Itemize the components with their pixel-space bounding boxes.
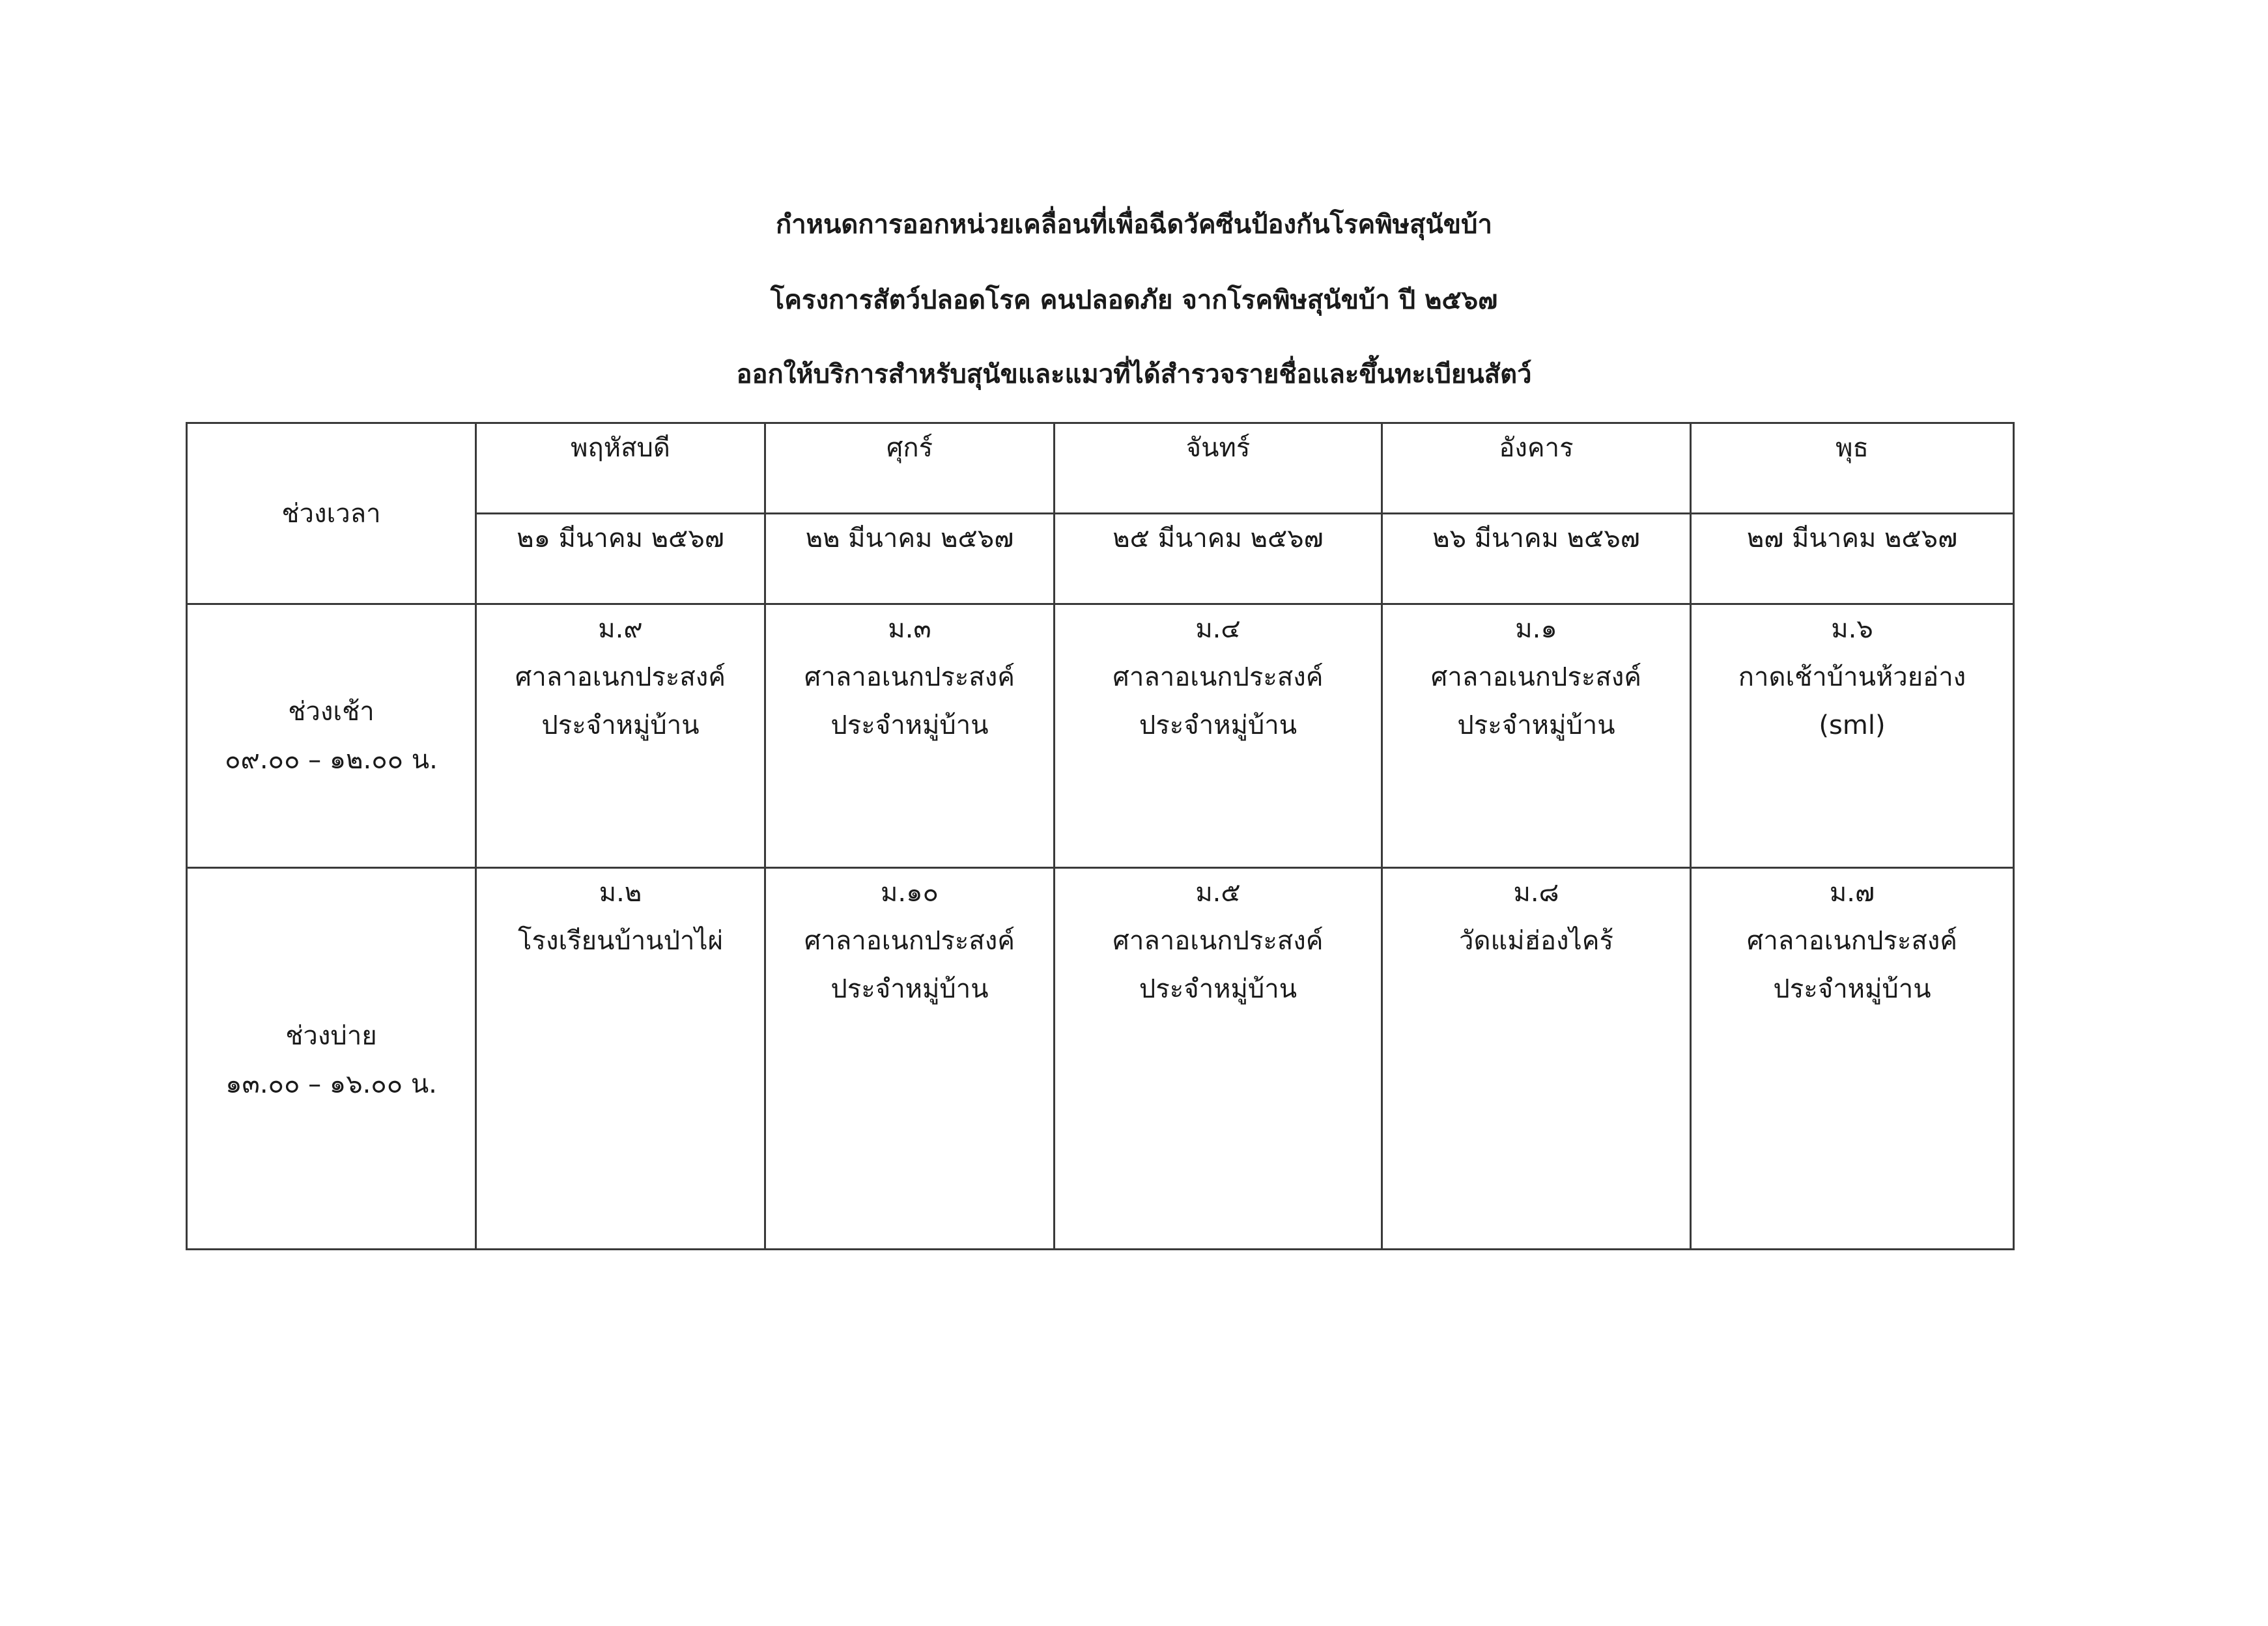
- period-name: ช่วงเช้า: [288, 697, 375, 727]
- date-label: ๒๕ มีนาคม ๒๕๖๗: [1113, 524, 1324, 554]
- afternoon-period-cell: [187, 868, 476, 1250]
- village-number: ม.๑๐: [881, 878, 939, 908]
- vaccination-schedule-table: [186, 422, 2015, 1250]
- day-name: จันทร์: [1185, 433, 1251, 463]
- schedule-cell: [476, 868, 765, 1250]
- day-header-cell: [1055, 423, 1382, 514]
- schedule-cell: [476, 604, 765, 868]
- morning-row: [187, 604, 2014, 868]
- venue-name: โรงเรียนบ้านป่าไผ่: [517, 926, 724, 956]
- venue-name: ศาลาอเนกประสงค์: [1746, 926, 1958, 956]
- date-label: ๒๒ มีนาคม ๒๕๖๗: [805, 524, 1014, 554]
- period-name: ช่วงบ่าย: [285, 1021, 377, 1051]
- period-header-cell: [187, 423, 476, 604]
- schedule-cell: [1055, 868, 1382, 1250]
- afternoon-row: [187, 868, 2014, 1250]
- date-label: ๒๗ มีนาคม ๒๕๖๗: [1746, 524, 1958, 554]
- venue-detail: ประจำหมู่บ้าน: [830, 974, 989, 1004]
- village-number: ม.๖: [1831, 614, 1873, 644]
- schedule-cell: [1055, 604, 1382, 868]
- day-header-cell: [476, 423, 765, 514]
- day-name: อังคาร: [1499, 433, 1574, 463]
- day-name: พุธ: [1836, 433, 1869, 463]
- service-description: ออกให้บริการสำหรับสุนัขและแมวที่ได้สำรวจรายชื่อและขึ้นทะเบียนสัตว์: [736, 359, 1532, 389]
- date-header-cell: [1382, 514, 1691, 604]
- date-label: ๒๑ มีนาคม ๒๕๖๗: [517, 524, 724, 554]
- day-header-row: [187, 423, 2014, 514]
- venue-detail: ประจำหมู่บ้าน: [541, 710, 700, 740]
- schedule-cell: [1382, 868, 1691, 1250]
- venue-detail: ประจำหมู่บ้าน: [830, 710, 989, 740]
- day-header-cell: [1382, 423, 1691, 514]
- day-header-cell: [765, 423, 1055, 514]
- village-number: ม.๔: [1195, 614, 1241, 644]
- village-number: ม.๕: [1195, 878, 1241, 908]
- period-header-label: ช่วงเวลา: [281, 498, 381, 529]
- schedule-cell: [1382, 604, 1691, 868]
- venue-detail: ประจำหมู่บ้าน: [1139, 710, 1297, 740]
- schedule-cell: [765, 868, 1055, 1250]
- venue-name: ศาลาอเนกประสงค์: [1430, 662, 1642, 692]
- venue-name: ศาลาอเนกประสงค์: [515, 662, 726, 692]
- schedule-cell: [1691, 604, 2014, 868]
- day-name: ศุกร์: [886, 433, 933, 463]
- date-header-cell: [1691, 514, 2014, 604]
- venue-name: ศาลาอเนกประสงค์: [1113, 662, 1324, 692]
- schedule-cell: [1691, 868, 2014, 1250]
- document-title: กำหนดการออกหน่วยเคลื่อนที่เพื่อฉีดวัคซีนป้องกันโรคพิษสุนัขบ้า: [776, 210, 1492, 240]
- venue-detail: ประจำหมู่บ้าน: [1457, 710, 1615, 740]
- date-header-cell: [476, 514, 765, 604]
- venue-detail: ประจำหมู่บ้าน: [1773, 974, 1931, 1004]
- date-header-cell: [765, 514, 1055, 604]
- venue-name: ศาลาอเนกประสงค์: [804, 926, 1015, 956]
- venue-name: ศาลาอเนกประสงค์: [804, 662, 1015, 692]
- village-number: ม.๓: [888, 614, 931, 644]
- project-name: โครงการสัตว์ปลอดโรค คนปลอดภัย จากโรคพิษสุนัขบ้า ปี ๒๕๖๗: [770, 285, 1498, 315]
- village-number: ม.๒: [599, 878, 642, 908]
- village-number: ม.๑: [1515, 614, 1557, 644]
- schedule-cell: [765, 604, 1055, 868]
- date-label: ๒๖ มีนาคม ๒๕๖๗: [1432, 524, 1640, 554]
- village-number: ม.๙: [598, 614, 643, 644]
- venue-detail: ประจำหมู่บ้าน: [1139, 974, 1297, 1004]
- day-name: พฤหัสบดี: [571, 433, 670, 463]
- period-time: ๐๙.๐๐ – ๑๒.๐๐ น.: [225, 745, 438, 775]
- date-header-cell: [1055, 514, 1382, 604]
- venue-detail: (sml): [1819, 710, 1886, 740]
- venue-name: ศาลาอเนกประสงค์: [1113, 926, 1324, 956]
- day-header-cell: [1691, 423, 2014, 514]
- village-number: ม.๗: [1829, 878, 1875, 908]
- venue-name: กาดเช้าบ้านห้วยอ่าง: [1738, 662, 1966, 692]
- venue-name: วัดแม่ฮ่องไคร้: [1459, 926, 1613, 956]
- period-time: ๑๓.๐๐ – ๑๖.๐๐ น.: [225, 1069, 437, 1099]
- morning-period-cell: [187, 604, 476, 868]
- village-number: ม.๘: [1513, 878, 1559, 908]
